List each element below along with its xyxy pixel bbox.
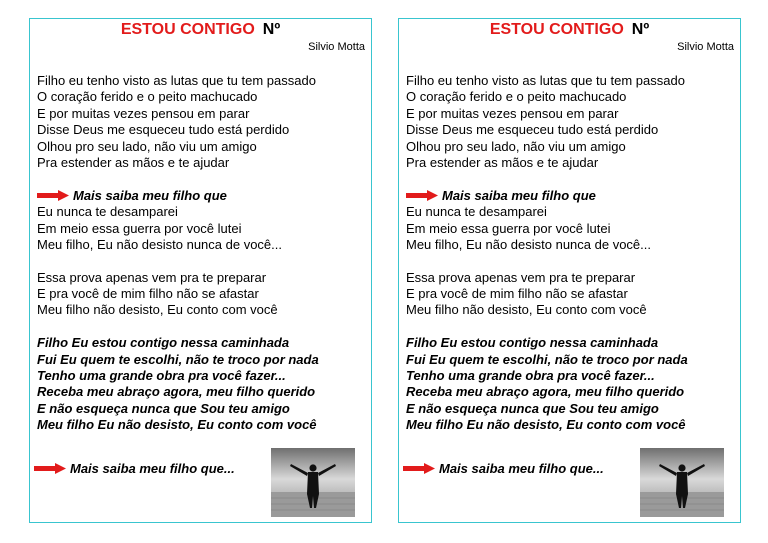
chorus-line: Tenho uma grande obra pra você fazer... <box>406 368 655 384</box>
chorus-line: Filho Eu estou contigo nessa caminhada <box>37 335 290 351</box>
chorus-line: Receba meu abraço agora, meu filho querido <box>37 384 316 400</box>
lyric-line: Disse Deus me esqueceu tudo está perdido <box>406 122 659 138</box>
lyrics-body <box>406 73 736 434</box>
lyric-line: Filho eu tenho visto as lutas que tu tem passado <box>37 73 316 88</box>
lyric-line: Olhou pro seu lado, não viu um amigo <box>37 138 257 154</box>
lyric-line: E pra você de mim filho não se afastar <box>37 286 259 302</box>
outro-line: Mais saiba meu filho que... <box>403 461 604 476</box>
song-title: ESTOU CONTIGO Nº <box>489 21 650 38</box>
lyric-line: E por muitas vezes pensou em parar <box>37 105 250 121</box>
lyric-line: Eu nunca te desamparei <box>406 204 547 220</box>
lyric-line: Filho eu tenho visto as lutas que tu tem passado <box>406 73 685 88</box>
outro-line: Mais saiba meu filho que... <box>34 461 235 476</box>
song-title: ESTOU CONTIGO Nº <box>120 21 281 38</box>
song-author: Silvio Motta <box>677 41 734 53</box>
lyric-line: Essa prova apenas vem pra te preparar <box>37 269 267 285</box>
lyric-line: Meu filho não desisto, Eu conto com você <box>406 302 647 318</box>
lyrics-card-left <box>29 18 372 523</box>
lyric-line: Olhou pro seu lado, não viu um amigo <box>406 138 626 154</box>
lyric-line: Meu filho não desisto, Eu conto com você <box>37 302 278 318</box>
lyric-line: E por muitas vezes pensou em parar <box>406 105 619 121</box>
chorus-line: Receba meu abraço agora, meu filho querido <box>406 384 685 400</box>
lyric-line: Em meio essa guerra por você lutei <box>37 220 242 236</box>
chorus-line: E não esqueça nunca que Sou teu amigo <box>406 400 659 416</box>
lyric-line: Disse Deus me esqueceu tudo está perdido <box>37 122 290 138</box>
chorus-line: Meu filho Eu não desisto, Eu conto com você <box>406 417 686 433</box>
lyric-line: E pra você de mim filho não se afastar <box>406 286 628 302</box>
lyric-line: Eu nunca te desamparei <box>37 204 178 220</box>
chorus-line: Fui Eu quem te escolhi, não te troco por nada <box>37 351 319 367</box>
chorus-line: Filho Eu estou contigo nessa caminhada <box>406 335 659 351</box>
lyric-line: Meu filho, Eu não desisto nunca de você... <box>37 236 282 252</box>
lyric-line: Em meio essa guerra por você lutei <box>406 220 611 236</box>
red-arrow-icon <box>37 190 69 201</box>
lyric-line: O coração ferido e o peito machucado <box>406 89 627 105</box>
man-open-arms-photo <box>640 448 724 517</box>
chorus-line: Fui Eu quem te escolhi, não te troco por nada <box>406 351 688 367</box>
lyric-line: O coração ferido e o peito machucado <box>37 89 258 105</box>
lyric-line: Essa prova apenas vem pra te preparar <box>406 269 636 285</box>
lyric-line: Meu filho, Eu não desisto nunca de você... <box>406 236 651 252</box>
chorus-line: Tenho uma grande obra pra você fazer... <box>37 368 286 384</box>
lyrics-card-right <box>398 18 741 523</box>
chorus-intro-line: Mais saiba meu filho que <box>406 188 736 204</box>
lyric-line: Pra estender as mãos e te ajudar <box>37 154 230 170</box>
chorus-line: Meu filho Eu não desisto, Eu conto com você <box>37 417 317 433</box>
man-open-arms-photo <box>271 448 355 517</box>
lyric-line: Pra estender as mãos e te ajudar <box>406 154 599 170</box>
chorus-intro-line: Mais saiba meu filho que <box>37 188 367 204</box>
chorus-line: E não esqueça nunca que Sou teu amigo <box>37 400 290 416</box>
song-author: Silvio Motta <box>308 41 365 53</box>
lyrics-body <box>37 73 367 434</box>
red-arrow-icon <box>406 190 438 201</box>
red-arrow-icon <box>34 463 66 474</box>
red-arrow-icon <box>403 463 435 474</box>
